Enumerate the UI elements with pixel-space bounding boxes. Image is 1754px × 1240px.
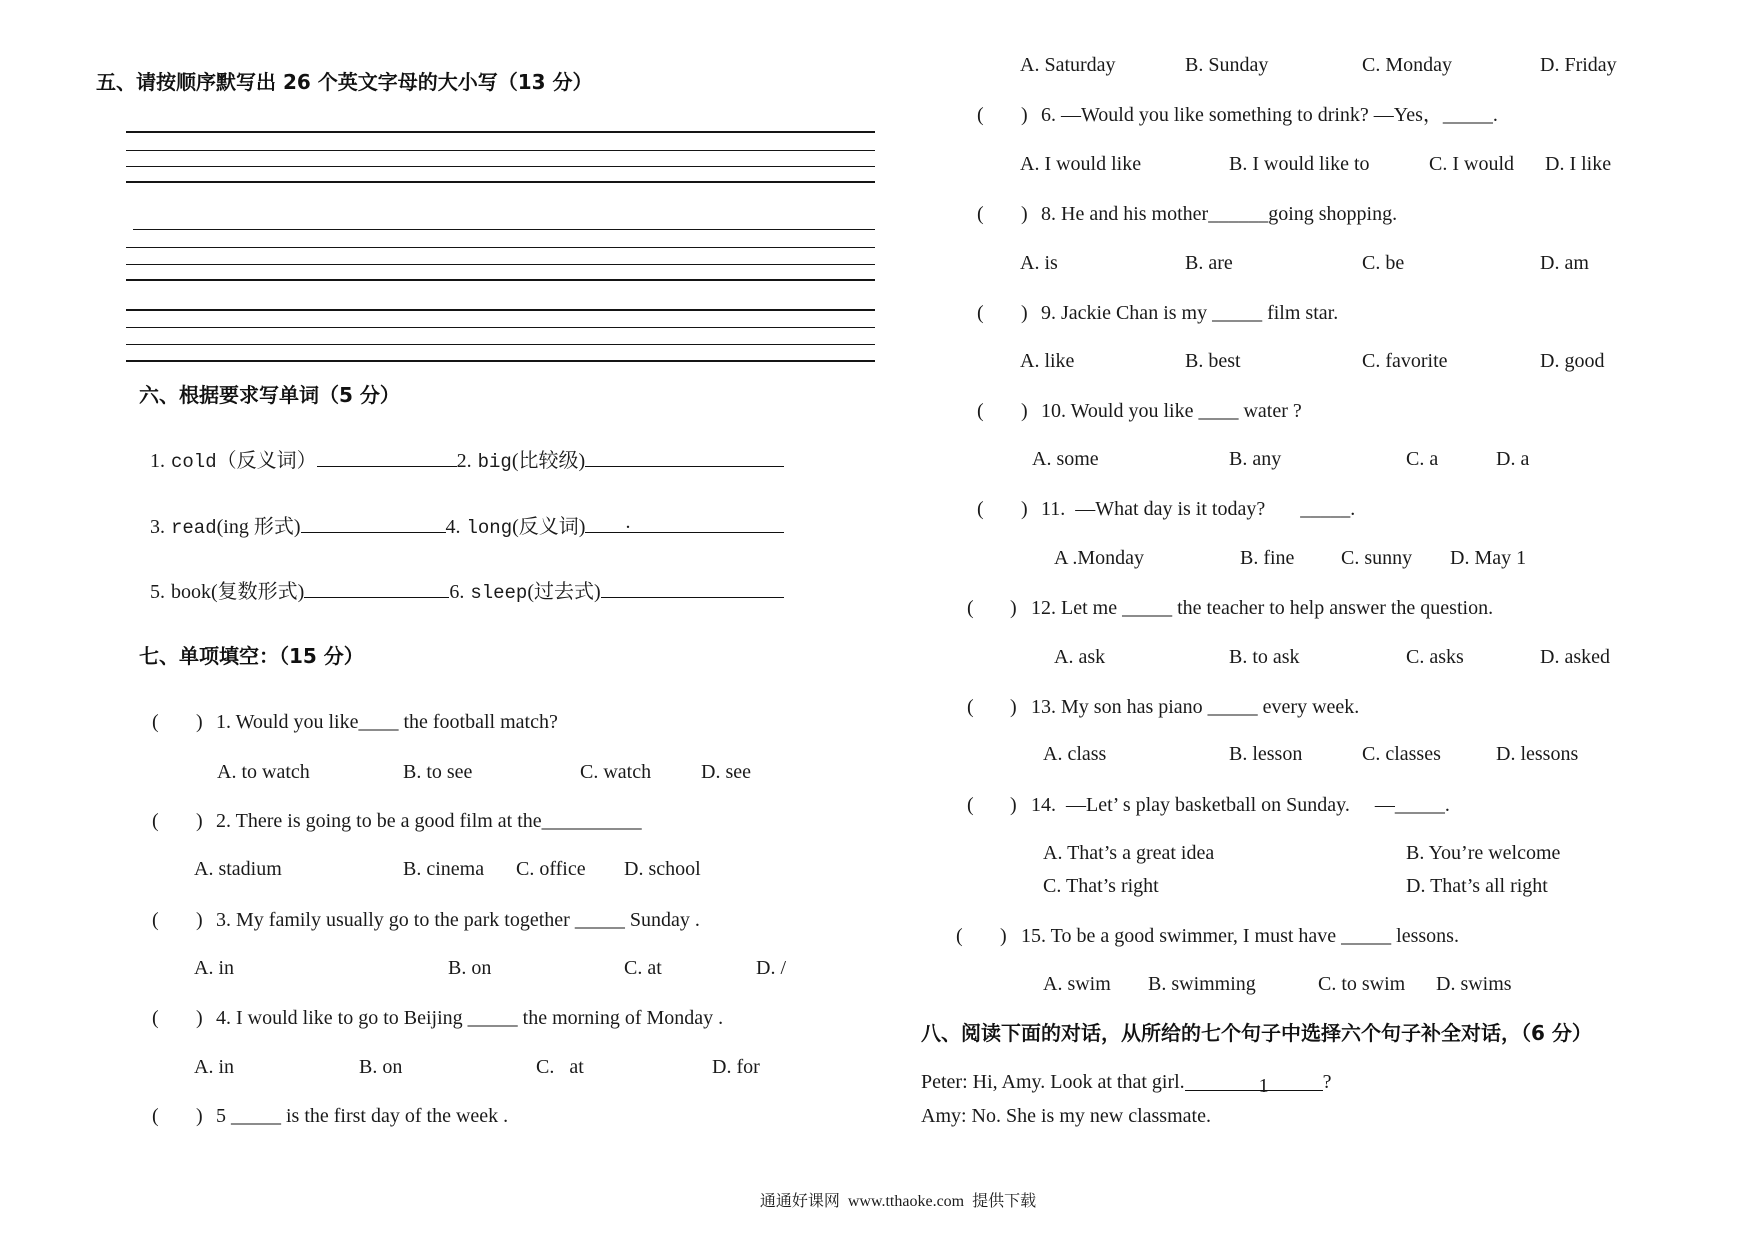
question-8-stem: 8. He and his mother______going shopping.	[1041, 203, 1398, 225]
word-task-word: big	[477, 451, 512, 473]
answer-paren-close: )	[196, 810, 203, 832]
writing-line	[126, 279, 875, 281]
word-task-number: 6.	[449, 581, 465, 603]
answer-paren-open: (	[152, 909, 159, 931]
answer-blank	[301, 514, 446, 533]
question-8-option-c: C. be	[1362, 252, 1405, 274]
question-14-stem: 14. —Let’ s play basketball on Sunday. —_____.	[1031, 794, 1450, 816]
question-6-stem: 6. —Would you like something to drink? —Yes，_____.	[1041, 104, 1498, 126]
word-task-word: sleep	[470, 582, 528, 604]
section-8-heading: 八、阅读下面的对话，从所给的七个句子中选择六个句子补全对话，（6 分）	[921, 1021, 1592, 1045]
question-15-option-b: B. swimming	[1148, 973, 1256, 995]
answer-paren-close: )	[196, 1007, 203, 1029]
answer-blank	[585, 448, 784, 467]
writing-line	[126, 131, 875, 133]
word-task-row-3	[150, 579, 784, 605]
question-4-option-a: A. in	[194, 1056, 234, 1078]
question-6-option-d: D. I like	[1545, 153, 1612, 175]
question-10-option-a: A. some	[1032, 448, 1099, 470]
question-8-option-b: B. are	[1185, 252, 1233, 274]
answer-blank	[585, 511, 784, 533]
question-2-option-c: C. office	[516, 858, 586, 880]
question-2-stem: 2. There is going to be a good film at the__________	[216, 810, 642, 832]
answer-paren-open: (	[967, 794, 974, 816]
question-6-option-c: C. I would	[1429, 153, 1514, 175]
word-task-row-2	[150, 511, 784, 540]
answer-paren-open: (	[152, 810, 159, 832]
question-3-option-c: C. at	[624, 957, 662, 979]
question-15-option-d: D. swims	[1436, 973, 1512, 995]
answer-paren-open: (	[967, 597, 974, 619]
question-12-option-a: A. ask	[1054, 646, 1106, 668]
word-task-row-1	[150, 448, 784, 474]
question-15-stem: 15. To be a good swimmer, I must have _____ lessons.	[1021, 925, 1459, 947]
question-4-stem: 4. I would like to go to Beijing _____ the morning of Monday .	[216, 1007, 724, 1029]
writing-line	[126, 150, 875, 151]
blank-mark: .	[625, 511, 631, 533]
answer-paren-close: )	[196, 909, 203, 931]
question-15-option-c: C. to swim	[1318, 973, 1406, 995]
section-5-heading: 五、请按顺序默写出 26 个英文字母的大小写（13 分）	[96, 70, 593, 94]
writing-line	[126, 360, 875, 362]
question-9-stem: 9. Jackie Chan is my _____ film star.	[1041, 302, 1339, 324]
question-11-option-b: B. fine	[1240, 547, 1295, 569]
question-9-option-b: B. best	[1185, 350, 1241, 372]
question-1-option-b: B. to see	[403, 761, 473, 783]
question-8-option-d: D. am	[1540, 252, 1589, 274]
word-task-hint: (过去式)	[527, 581, 601, 603]
question-2-option-a: A. stadium	[194, 858, 282, 880]
answer-paren-open: (	[152, 1007, 159, 1029]
dialogue-blank-1: 1	[1185, 1073, 1323, 1091]
word-task-number: 5.	[150, 581, 165, 603]
word-task-word: cold	[171, 451, 217, 473]
answer-paren-open: (	[967, 696, 974, 718]
word-task-hint: (复数形式)	[211, 581, 305, 603]
answer-paren-close: )	[1021, 400, 1028, 422]
question-13-option-d: D. lessons	[1496, 743, 1579, 765]
word-task-hint: (反义词)	[512, 516, 586, 538]
question-10-option-c: C. a	[1406, 448, 1439, 470]
dialogue-text: Amy: No. She is my new classmate.	[921, 1105, 1211, 1127]
word-task-word: long	[466, 517, 513, 539]
writing-line	[126, 327, 875, 328]
answer-paren-close: )	[1021, 498, 1028, 520]
question-3-option-b: B. on	[448, 957, 492, 979]
question-5-option-d: D. Friday	[1540, 54, 1617, 76]
question-12-stem: 12. Let me _____ the teacher to help answer the question.	[1031, 597, 1494, 619]
question-13-option-a: A. class	[1043, 743, 1107, 765]
word-task-number: 4.	[445, 516, 461, 538]
question-10-option-d: D. a	[1496, 448, 1530, 470]
word-task-hint: (ing 形式)	[216, 516, 301, 538]
answer-paren-close: )	[1021, 302, 1028, 324]
answer-paren-open: (	[977, 104, 984, 126]
writing-line	[126, 166, 875, 167]
question-6-option-a: A. I would like	[1020, 153, 1142, 175]
answer-blank	[304, 579, 449, 598]
word-task-word: book	[171, 581, 211, 603]
question-12-option-c: C. asks	[1406, 646, 1464, 668]
question-14-option-b: B. You’re welcome	[1406, 842, 1561, 864]
question-1-option-c: C. watch	[580, 761, 652, 783]
question-11-option-c: C. sunny	[1341, 547, 1413, 569]
question-14-option-d: D. That’s all right	[1406, 875, 1548, 897]
answer-paren-close: )	[1010, 597, 1017, 619]
writing-line	[133, 229, 875, 230]
question-2-option-d: D. school	[624, 858, 701, 880]
word-task-number: 1.	[150, 450, 165, 472]
answer-paren-close: )	[1000, 925, 1007, 947]
writing-line	[126, 309, 875, 311]
word-task-hint: (比较级)	[511, 450, 586, 472]
answer-paren-close: )	[1010, 794, 1017, 816]
word-task-number: 3.	[150, 516, 165, 538]
question-13-stem: 13. My son has piano _____ every week.	[1031, 696, 1360, 718]
question-4-option-b: B. on	[359, 1056, 403, 1078]
question-5-option-b: B. Sunday	[1185, 54, 1269, 76]
answer-blank	[601, 579, 784, 598]
word-task-word: read	[171, 517, 217, 539]
section-6-heading: 六、根据要求写单词（5 分）	[139, 383, 400, 407]
question-11-option-a: A .Monday	[1054, 547, 1144, 569]
word-task-number: 2.	[456, 450, 472, 472]
dialogue-text: Peter: Hi, Amy. Look at that girl.	[921, 1071, 1185, 1093]
question-1-option-d: D. see	[701, 761, 751, 783]
question-8-option-a: A. is	[1020, 252, 1058, 274]
answer-paren-open: (	[977, 302, 984, 324]
question-12-option-b: B. to ask	[1229, 646, 1300, 668]
writing-line	[126, 247, 875, 248]
question-9-option-a: A. like	[1020, 350, 1075, 372]
question-14-option-a: A. That’s a great idea	[1043, 842, 1215, 864]
question-3-option-d: D. /	[756, 957, 786, 979]
writing-line	[126, 344, 875, 345]
question-3-option-a: A. in	[194, 957, 234, 979]
question-12-option-d: D. asked	[1540, 646, 1610, 668]
question-13-option-c: C. classes	[1362, 743, 1441, 765]
answer-paren-open: (	[977, 498, 984, 520]
dialogue-line-peter	[921, 1070, 1332, 1097]
question-5-option-a: A. Saturday	[1020, 54, 1116, 76]
question-5-option-c: C. Monday	[1362, 54, 1452, 76]
answer-paren-open: (	[152, 711, 159, 733]
question-5-stem: 5 _____ is the first day of the week .	[216, 1105, 509, 1127]
question-3-stem: 3. My family usually go to the park together _____ Sunday .	[216, 909, 700, 931]
question-1-option-a: A. to watch	[217, 761, 310, 783]
question-6-option-b: B. I would like to	[1229, 153, 1370, 175]
question-9-option-d: D. good	[1540, 350, 1605, 372]
answer-paren-open: (	[956, 925, 963, 947]
answer-paren-close: )	[196, 711, 203, 733]
writing-line	[126, 181, 875, 183]
question-1-stem: 1. Would you like____ the football match?	[216, 711, 558, 733]
answer-paren-close: )	[1010, 696, 1017, 718]
answer-paren-open: (	[152, 1105, 159, 1127]
question-9-option-c: C. favorite	[1362, 350, 1448, 372]
question-4-option-d: D. for	[712, 1056, 760, 1078]
question-4-option-c: C. at	[536, 1056, 584, 1078]
word-task-hint: （反义词）	[216, 450, 317, 472]
answer-paren-open: (	[977, 203, 984, 225]
answer-blank	[317, 448, 457, 467]
dialogue-end-mark: ?	[1322, 1071, 1332, 1093]
answer-paren-close: )	[196, 1105, 203, 1127]
writing-line	[126, 264, 875, 265]
question-10-stem: 10. Would you like ____ water ?	[1041, 400, 1302, 422]
question-11-option-d: D. May 1	[1450, 547, 1527, 569]
question-11-stem: 11. —What day is it today? _____.	[1041, 498, 1356, 520]
question-2-option-b: B. cinema	[403, 858, 485, 880]
answer-paren-close: )	[1021, 104, 1028, 126]
answer-paren-open: (	[977, 400, 984, 422]
question-13-option-b: B. lesson	[1229, 743, 1303, 765]
section-7-heading: 七、单项填空：（15 分）	[139, 644, 364, 668]
question-14-option-c: C. That’s right	[1043, 875, 1159, 897]
dialogue-line-amy	[921, 1104, 1211, 1128]
page-footer: 通通好课网 www.tthaoke.com 提供下载	[759, 1193, 1037, 1210]
question-15-option-a: A. swim	[1043, 973, 1111, 995]
question-10-option-b: B. any	[1229, 448, 1282, 470]
answer-paren-close: )	[1021, 203, 1028, 225]
